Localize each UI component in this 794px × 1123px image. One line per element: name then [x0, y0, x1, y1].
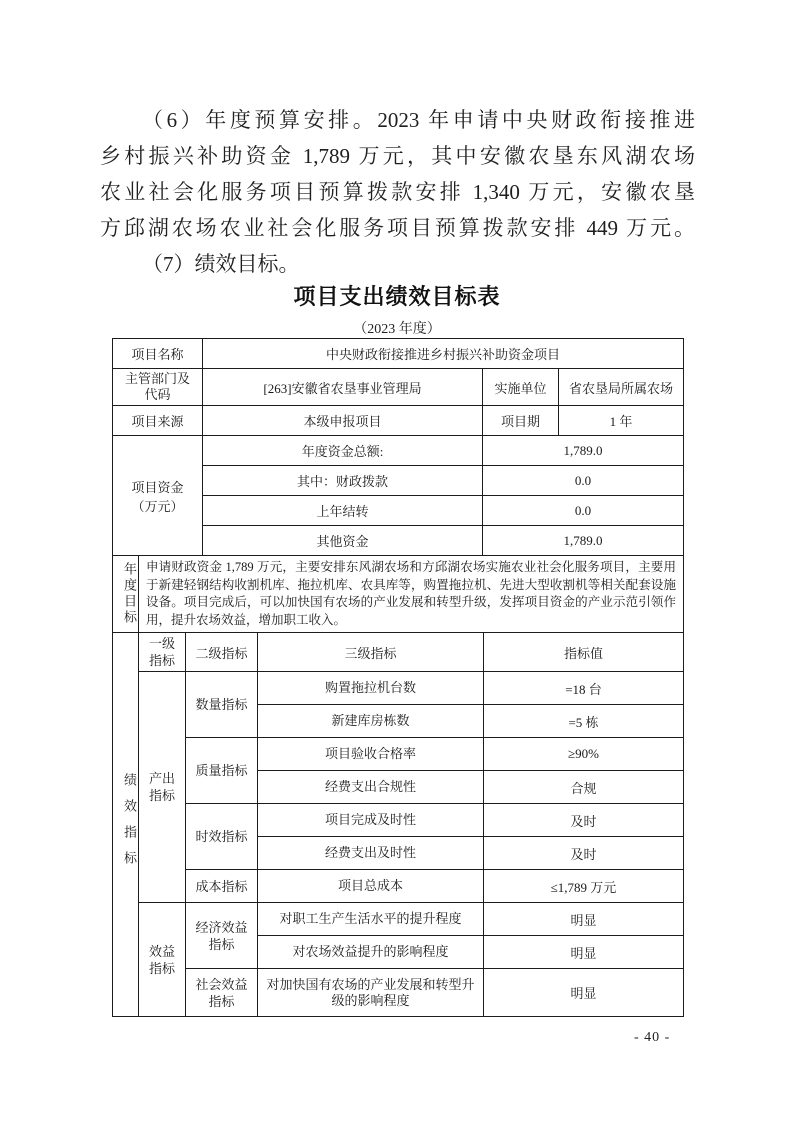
indicator-value: ≤1,789 万元 [484, 870, 684, 903]
annual-goal-table [112, 555, 684, 633]
annual-goal-label: 年度目标 [113, 556, 139, 633]
table-row [113, 436, 684, 466]
page-number: - 40 - [634, 1030, 671, 1045]
level2-quantity: 数量指标 [186, 672, 258, 738]
paragraph-7: （7）绩效目标。 [142, 252, 300, 276]
indicator-name: 项目完成及时性 [258, 804, 484, 837]
level1-output: 产出指标 [139, 672, 186, 903]
indicator-value: 及时 [484, 837, 684, 870]
indicator-value: 明显 [484, 903, 684, 936]
indicator-value: 明显 [484, 969, 684, 1017]
level2-quality: 质量指标 [186, 738, 258, 804]
period-label: 项目期 [483, 406, 559, 436]
funds-row-label: 其他资金 [203, 526, 483, 556]
indicator-value: 及时 [484, 804, 684, 837]
indicators-side-label: 绩效指标 [113, 633, 139, 1017]
indicator-value: 合规 [484, 771, 684, 804]
indicator-name: 对职工生产生活水平的提升程度 [258, 903, 484, 936]
header-level2: 二级指标 [186, 633, 258, 672]
dept-value: [263]安徽省农垦事业管理局 [203, 369, 483, 406]
project-name-value: 中央财政衔接推进乡村振兴补助资金项目 [203, 339, 684, 369]
indicator-name: 项目总成本 [258, 870, 484, 903]
paragraph-6-line: 乡村振兴补助资金 1,789 万元，其中安徽农垦东风湖农场 [100, 144, 695, 168]
dept-label: 主管部门及代码 [113, 369, 203, 406]
indicator-value: 明显 [484, 936, 684, 969]
source-value: 本级申报项目 [203, 406, 483, 436]
indicator-name: 对农场效益提升的影响程度 [258, 936, 484, 969]
indicator-name: 对加快国有农场的产业发展和转型升级的影响程度 [258, 969, 484, 1017]
indicator-value: =18 台 [484, 672, 684, 705]
table-row [113, 339, 684, 369]
indicator-name: 经费支出及时性 [258, 837, 484, 870]
header-level3: 三级指标 [258, 633, 484, 672]
level2-cost: 成本指标 [186, 870, 258, 903]
funds-row-value: 1,789.0 [483, 526, 684, 556]
source-label: 项目来源 [113, 406, 203, 436]
level2-economic: 经济效益指标 [186, 903, 258, 969]
paragraph-6-line: 方邱湖农场农业社会化服务项目预算拨款安排 449 万元。 [100, 216, 695, 240]
table-title: 项目支出绩效目标表 [293, 284, 501, 309]
impl-unit-label: 实施单位 [483, 369, 559, 406]
funds-row-label: 上年结转 [203, 496, 483, 526]
indicator-name: 项目验收合格率 [258, 738, 484, 771]
paragraph-6-line: 农业社会化服务项目预算拨款安排 1,340 万元，安徽农垦 [100, 180, 695, 204]
indicator-row [113, 804, 684, 837]
indicator-name: 经费支出合规性 [258, 771, 484, 804]
funds-row-value: 0.0 [483, 496, 684, 526]
level1-benefit: 效益指标 [139, 903, 186, 1017]
header-value: 指标值 [484, 633, 684, 672]
indicator-row [113, 672, 684, 705]
funds-row-value: 0.0 [483, 466, 684, 496]
indicator-row [113, 738, 684, 771]
impl-unit-value: 省农垦局所属农场 [559, 369, 684, 406]
paragraph-6-line: （6）年度预算安排。2023 年申请中央财政衔接推进 [142, 108, 695, 132]
period-value: 1 年 [559, 406, 684, 436]
table-row [113, 406, 684, 436]
level2-social: 社会效益指标 [186, 969, 258, 1017]
table-subtitle: （2023 年度） [353, 322, 441, 337]
indicator-name: 购置拖拉机台数 [258, 672, 484, 705]
level2-timeliness: 时效指标 [186, 804, 258, 870]
funds-row-value: 1,789.0 [483, 436, 684, 466]
header-level1: 一级指标 [139, 633, 186, 672]
performance-target-table [112, 338, 684, 1017]
indicator-row [113, 969, 684, 1017]
funds-group-label: 项目资金 （万元） [113, 436, 203, 556]
table-row [113, 369, 684, 406]
funds-row-label: 年度资金总额: [203, 436, 483, 466]
project-name-label: 项目名称 [113, 339, 203, 369]
funds-row-label: 其中：财政拨款 [203, 466, 483, 496]
annual-goal-text: 申请财政资金 1,789 万元，主要安排东风湖农场和方邱湖农场实施农业社会化服务项目，主要用于新建轻钢结构收割机库、拖拉机库、农具库等，购置拖拉机、先进大型收割机等相关配套设施设备。项目完成后，可以加快国有农场的产业发展和转型升级，发挥项目资金的产业示范引领作用，提升农场效益，增加职工收入。 [139, 556, 684, 633]
indicators-header-row [113, 633, 684, 672]
indicator-value: ≥90% [484, 738, 684, 771]
indicator-value: =5 栋 [484, 705, 684, 738]
indicator-name: 新建库房栋数 [258, 705, 484, 738]
table-row [113, 556, 684, 633]
indicator-row [113, 903, 684, 936]
project-info-table [112, 338, 684, 556]
indicator-row [113, 870, 684, 903]
indicators-table [112, 632, 684, 1017]
body-paragraphs [100, 102, 695, 282]
